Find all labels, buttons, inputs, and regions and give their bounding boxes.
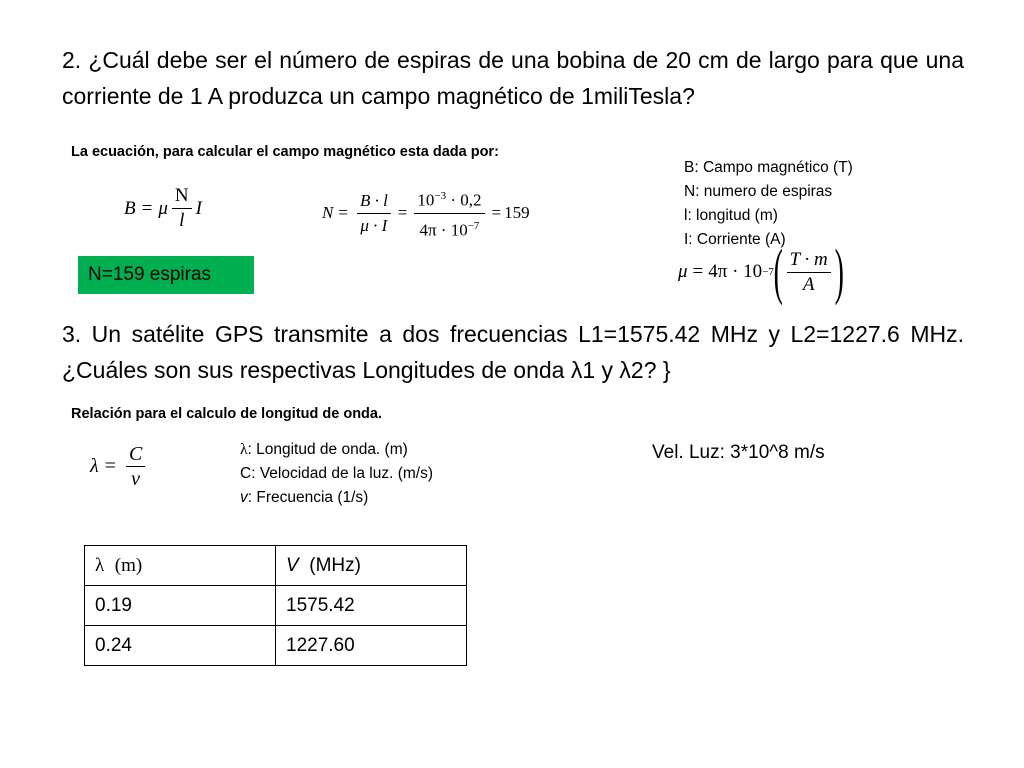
mu-unit-fraction [787, 250, 831, 295]
formula2-num2-base: 10 [417, 190, 435, 210]
header-freq-sym: V [286, 554, 299, 576]
formula2-eq2: = [397, 203, 408, 223]
legend2-item-v [240, 486, 433, 510]
legend-wavelength [240, 438, 433, 510]
relation-intro: Relación para el calculo de longitud de onda. [71, 406, 382, 422]
formula-turns [322, 186, 530, 240]
formula2-den1: μ · I [360, 215, 388, 235]
legend-magnetic [684, 156, 853, 252]
mu-unit-num: T · m [787, 250, 831, 273]
formula1-eq: = [141, 197, 153, 219]
table-row [85, 626, 467, 666]
mu-exp: −7 [762, 266, 774, 278]
header-freq-unit: (MHz) [309, 554, 361, 576]
formula1-mu: μ [158, 197, 168, 219]
formula2-result: 159 [504, 203, 530, 223]
formula-wavelength [90, 444, 149, 489]
formula3-eq: = [104, 455, 116, 477]
mu-unit-den: A [802, 273, 815, 295]
formula2-fraction1 [357, 191, 391, 236]
table-header-freq [276, 546, 467, 586]
table-cell: 1575.42 [276, 586, 467, 626]
formula2-den2-exp: −7 [467, 219, 480, 232]
formula2-den2-base: 4π · 10 [419, 220, 468, 240]
table-cell: 0.19 [85, 586, 276, 626]
formula2-num2-exp: −3 [434, 190, 447, 202]
formula2-lhs: N [322, 203, 334, 223]
question-2: 2. ¿Cuál debe ser el número de espiras de una bobina de 20 cm de largo para que una corriente de 1 A produzca un campo magnético de 1miliTesla? [62, 47, 964, 109]
formula1-rhs: I [195, 197, 202, 219]
legend2-sym-c: C [240, 465, 252, 482]
formula-magnetic-field [124, 186, 202, 231]
formula2-fraction2 [414, 186, 484, 240]
legend2-text-c: : Velocidad de la luz. (m/s) [251, 465, 433, 482]
formula2-den2 [416, 214, 482, 241]
table-cell: 1227.60 [276, 626, 467, 666]
header-lambda-sym: λ [95, 554, 105, 576]
legend1-item-l: l: longitud (m) [684, 207, 778, 224]
legend1-item-n: N: numero de espiras [684, 183, 833, 200]
formula3-den: ν [131, 468, 141, 490]
legend2-sym-v: v [240, 489, 248, 506]
legend2-item-lambda [240, 438, 433, 462]
table-row [85, 586, 467, 626]
mu-lhs: μ [678, 261, 688, 282]
equation-intro: La ecuación, para calcular el campo magnético esta dada por: [71, 144, 499, 160]
left-paren-icon: ( [773, 238, 783, 306]
table-cell: 0.24 [85, 626, 276, 666]
formula2-eq3: = [491, 203, 502, 223]
legend1-item-b: B: Campo magnético (T) [684, 159, 853, 176]
header-lambda-unit: (m) [114, 554, 143, 576]
formula1-lhs: B [124, 197, 136, 219]
right-paren-icon: ) [834, 238, 844, 306]
formula1-den: l [179, 210, 185, 231]
formula1-num: N [172, 186, 192, 209]
table-header-row [85, 546, 467, 586]
speed-of-light: Vel. Luz: 3*10^8 m/s [652, 442, 825, 463]
legend2-text-lambda: : Longitud de onda. (m) [247, 441, 408, 458]
mu-coef: 4π · 10 [708, 261, 763, 282]
answer-box: N=159 espiras [78, 256, 254, 294]
formula3-fraction [126, 444, 145, 489]
mu-eq: = [692, 261, 704, 282]
legend2-text-v: : Frecuencia (1/s) [247, 489, 369, 506]
formula3-lhs: λ [90, 455, 99, 477]
legend2-item-c [240, 462, 433, 486]
question-3: 3. Un satélite GPS transmite a dos frecuencias L1=1575.42 MHz y L2=1227.6 MHz. ¿Cuáles son sus respectivas Longitudes de onda λ1 y λ2? } [62, 321, 964, 383]
formula3-num: C [126, 444, 145, 467]
formula2-num2-rest: · 0,2 [446, 190, 482, 210]
legend1-item-i: I: Corriente (A) [684, 231, 786, 248]
formula2-eq1: = [338, 203, 348, 223]
wavelength-table [84, 545, 467, 666]
formula1-fraction [172, 186, 192, 231]
legend2-sym-lambda: λ [240, 441, 248, 458]
table-header-lambda [85, 546, 276, 586]
formula2-num1: B · l [357, 191, 391, 214]
formula2-num2 [414, 186, 484, 214]
